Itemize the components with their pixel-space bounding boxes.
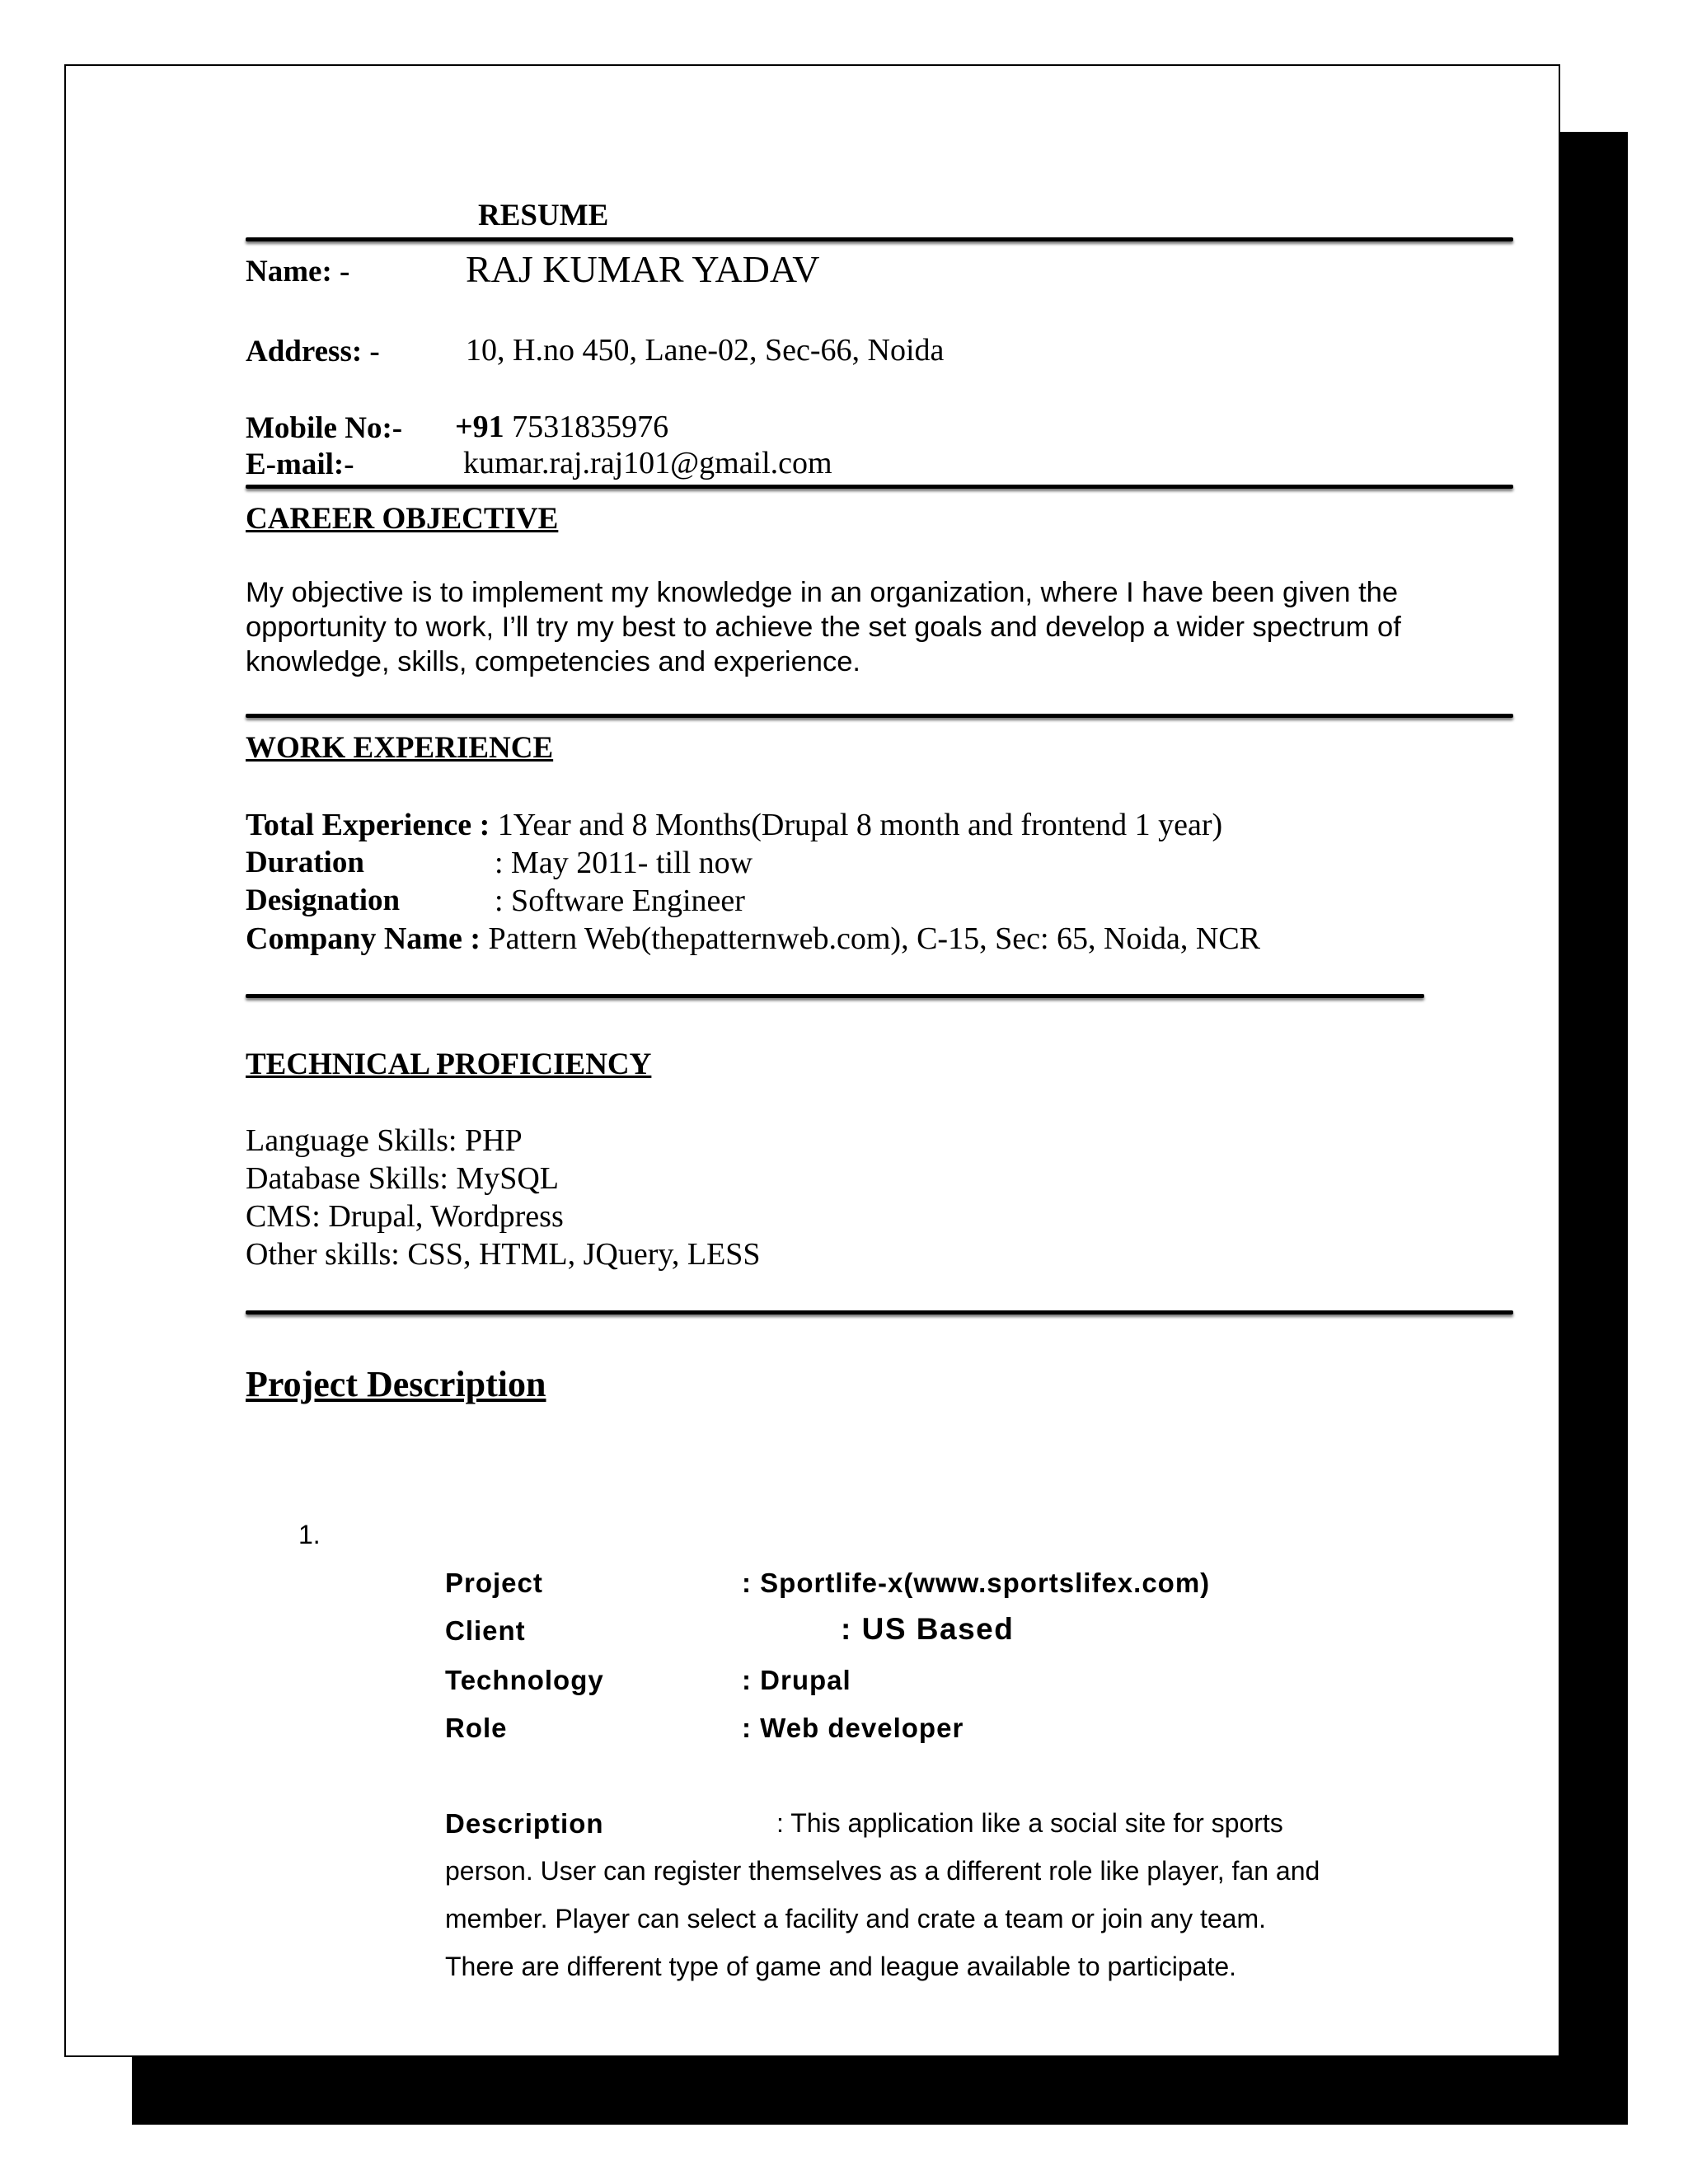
duration-label: Duration (246, 846, 364, 879)
name-value: RAJ KUMAR YADAV (466, 248, 820, 290)
designation-label: Designation (246, 883, 401, 917)
company-label: Company Name : (246, 921, 481, 956)
description-label: Description (445, 1808, 604, 1839)
description-line: member. Player can select a facility and crate a team or join any team. (445, 1904, 1267, 1933)
email-label: E-mail:- (246, 448, 354, 481)
mobile-label: Mobile No:- (246, 411, 403, 445)
description-line: There are different type of game and league available to participate. (445, 1952, 1237, 1981)
mobile-prefix: +91 (455, 410, 504, 444)
role-label: Role (445, 1713, 508, 1743)
divider (246, 1310, 1513, 1315)
project-heading: Project Description (246, 1364, 546, 1404)
role-value: : Web developer (742, 1713, 964, 1743)
divider (246, 994, 1424, 998)
address-value: 10, H.no 450, Lane-02, Sec-66, Noida (466, 333, 945, 368)
mobile-field (455, 409, 668, 445)
description-line: : This application like a social site for sports (776, 1808, 1283, 1838)
address-label: Address: - (246, 335, 380, 368)
tech-line: CMS: Drupal, Wordpress (246, 1199, 564, 1234)
divider (246, 485, 1513, 489)
career-text: My objective is to implement my knowledge in an organization, where I have been given the opportunity to work, I’ll try my best to achieve the set goals and develop a wider spectrum of knowledge, skills, competencies and experience. (246, 577, 1401, 677)
project-number: 1. (298, 1520, 321, 1549)
tech-line: Language Skills: PHP (246, 1123, 523, 1158)
name-label: Name: - (246, 255, 350, 288)
total-experience-row (246, 807, 1222, 843)
project-value: : Sportlife-x(www.sportslifex.com) (742, 1568, 1211, 1598)
designation-value: : Software Engineer (495, 883, 745, 918)
resume-page (64, 64, 1560, 2057)
email-value: kumar.raj.raj101@gmail.com (463, 446, 832, 480)
client-label: Client (445, 1615, 526, 1646)
divider (246, 714, 1513, 718)
career-heading: CAREER OBJECTIVE (246, 502, 559, 536)
resume-title: RESUME (478, 199, 609, 232)
company-value: Pattern Web(thepatternweb.com), C-15, Sec: 65, Noida, NCR (480, 921, 1261, 956)
client-value: : US Based (841, 1612, 1015, 1646)
total-experience-value: 1Year and 8 Months(Drupal 8 month and frontend 1 year) (490, 808, 1223, 842)
technical-heading: TECHNICAL PROFICIENCY (246, 1047, 652, 1081)
work-heading: WORK EXPERIENCE (246, 731, 554, 765)
divider (246, 237, 1513, 241)
project-label: Project (445, 1568, 543, 1598)
mobile-value: 7531835976 (504, 410, 669, 444)
tech-line: Other skills: CSS, HTML, JQuery, LESS (246, 1237, 761, 1272)
company-row (246, 921, 1260, 957)
duration-value: : May 2011- till now (495, 846, 753, 880)
technology-value: : Drupal (742, 1665, 851, 1695)
technology-label: Technology (445, 1665, 604, 1695)
tech-line: Database Skills: MySQL (246, 1161, 559, 1196)
description-line: person. User can register themselves as a different role like player, fan and (445, 1856, 1320, 1886)
total-experience-label: Total Experience : (246, 808, 490, 842)
